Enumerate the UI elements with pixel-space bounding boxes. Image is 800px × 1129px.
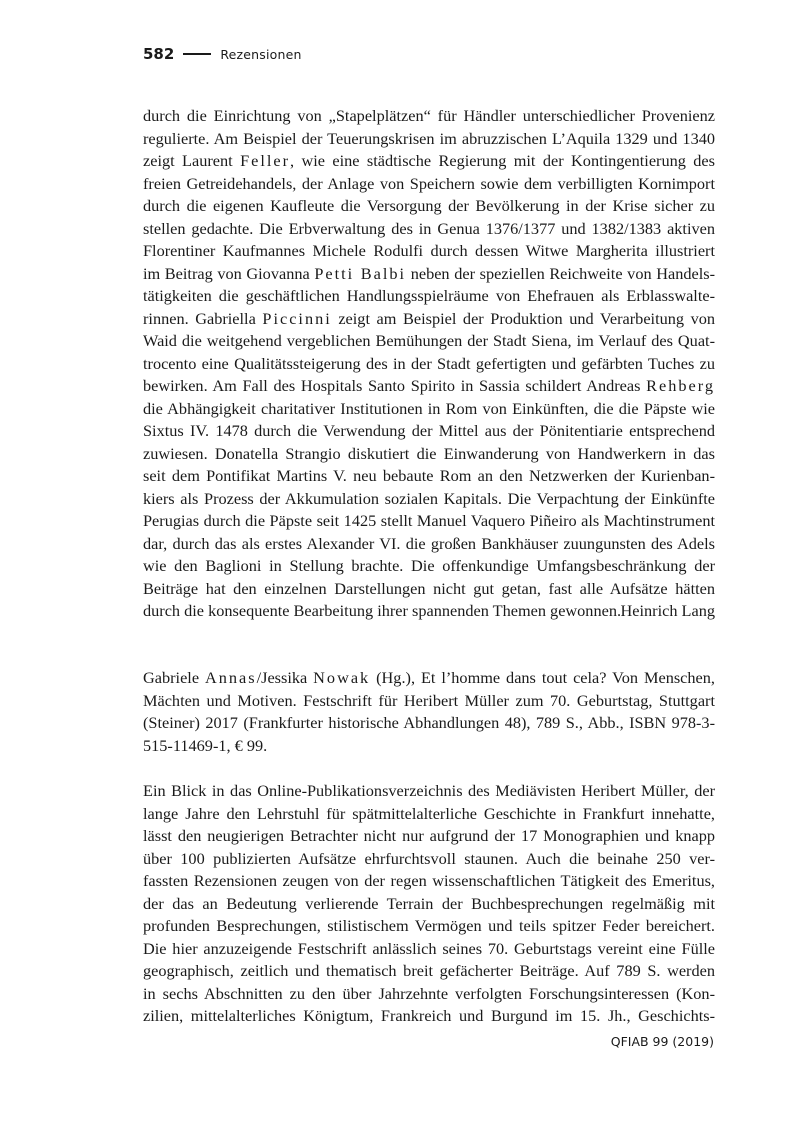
text-segment: neben der speziellen Reichweite von Handels-: [406, 263, 716, 283]
text-segment: lange Jahre den Lehrstuhl für spätmittelalterliche Geschichte in Frankfurt innehatte,: [143, 803, 715, 823]
text-segment: Mächten und Motiven. Festschrift für Heribert Müller zum 70. Geburtstag, Stuttgart: [143, 690, 715, 710]
text-line: [143, 353, 715, 376]
text-segment: Florentiner Kaufmannes Michele Rodulfi durch dessen Witwe Margherita illustriert: [143, 241, 715, 260]
text-segment: fassten Rezensionen zeugen von der regen wissenschaftlichen Tätigkeit des Emeritus,: [143, 871, 715, 890]
text-segment: Perugias durch die Päpste seit 1425 stellt Manuel Vaquero Piñeiro als Machtinstrument: [143, 511, 715, 530]
text-segment: die Abhängigkeit charitativer Institutionen in Rom von Einkünften, die die Päpste wie: [143, 398, 715, 418]
text-line: [143, 420, 715, 443]
text-segment: profunden Besprechungen, stilistischem Vermögen und teils spitzer Feder bereichert.: [143, 916, 715, 935]
text-segment: bewirken. Am Fall des Hospitals Santo Spirito in Sassia schildert Andreas: [143, 376, 647, 395]
text-line: [143, 533, 715, 556]
journal-footer: QFIAB 99 (2019): [610, 1034, 714, 1049]
text-line: [143, 578, 715, 601]
text-segment: zeigt Laurent: [143, 151, 241, 170]
text-line: [143, 443, 715, 466]
text-segment: , wie eine städtische Regierung mit der Kontingentierung des: [290, 151, 715, 170]
text-segment: zuwiesen. Donatella Strangio diskutiert die Einwanderung von Handwerkern in das: [143, 443, 715, 463]
text-line: [143, 465, 715, 488]
text-segment: durch die eigenen Kaufleute die Versorgung der Bevölkerung in der Krise sicher zu: [143, 196, 715, 215]
running-header: [143, 43, 302, 65]
text-segment: geographisch, zeitlich und thematisch breit gefächerter Beiträge. Auf 789 S. werden: [143, 961, 715, 980]
section-title: Rezensionen: [220, 46, 302, 62]
author-name: Rehberg: [646, 376, 715, 395]
text-line: [143, 195, 715, 218]
text-segment: /Jessika: [256, 668, 314, 687]
text-line: [143, 150, 715, 173]
text-segment: Gabriele: [143, 668, 205, 687]
text-segment: dar, durch das als erstes Alexander VI. die großen Bankhäuser zuungunsten des Adels: [143, 533, 715, 553]
text-line: [143, 893, 715, 916]
text-segment: durch die konsequente Bearbeitung ihrer spannenden Themen gewonnen.: [143, 601, 622, 620]
text-line: [143, 825, 715, 848]
text-segment: Ein Blick in das Online-Publikationsverzeichnis des Mediävisten Heribert Müller, der: [143, 781, 715, 800]
text-segment: Waid die weitgehend vergeblichen Bemühungen der Stadt Siena, im Verlauf des Quat-: [143, 331, 715, 350]
text-segment: (Hg.), Et l’homme dans tout cela? Von Menschen,: [370, 668, 715, 687]
text-line: [143, 105, 715, 128]
text-segment: zeigt am Beispiel der Produktion und Verarbeitung von: [331, 308, 716, 328]
text-line: [143, 667, 715, 690]
text-segment: durch die Einrichtung von „Stapelplätzen“ für Händler unterschiedlicher Provenienz: [143, 106, 715, 125]
text-segment: Die hier anzuzeigende Festschrift anlässlich seines 70. Geburtstags vereint eine Fülle: [143, 938, 715, 958]
text-line: [143, 263, 715, 286]
text-line: [143, 330, 715, 353]
text-line: [143, 960, 715, 983]
author-name: Feller: [240, 151, 291, 170]
text-line: [143, 510, 715, 533]
text-segment: rinnen. Gabriella: [143, 308, 263, 328]
text-line: [143, 735, 715, 758]
text-line: [143, 983, 715, 1006]
page-number: 582: [143, 45, 175, 63]
text-segment: tätigkeiten die geschäftlichen Handlungsspielräume von Ehefrauen als Erblasswalte-: [143, 286, 715, 305]
text-segment: regulierte. Am Beispiel der Teuerungskrisen im abruzzischen L’Aquila 1329 und 1340: [143, 128, 715, 148]
text-segment: in sechs Abschnitten zu den über Jahrzehnte verfolgten Forschungsinteressen (Kon-: [143, 983, 715, 1003]
text-segment: lässt den neugierigen Betrachter nicht nur aufgrund der 17 Monographien und knapp: [143, 826, 715, 845]
text-line: [143, 173, 715, 196]
text-line: [143, 870, 715, 893]
header-rule: [183, 53, 211, 56]
text-line: [143, 848, 715, 871]
text-line: [143, 803, 715, 826]
text-segment: freien Getreidehandels, der Anlage von Speichern sowie dem verbilligten Kornimport: [143, 173, 715, 193]
text-segment: zilien, mittelalterliches Königtum, Frankreich und Burgund im 15. Jh., Geschichts-: [143, 1006, 715, 1025]
text-line: [143, 690, 715, 713]
text-line: [143, 308, 715, 331]
text-segment: seit dem Pontifikat Martins V. neu bebaute Rom an den Netzwerken der Kurienban-: [143, 466, 715, 485]
reviewer-signature: Heinrich Lang: [620, 601, 715, 620]
text-segment: stellen gedachte. Die Erbverwaltung des in Genua 1376/1377 und 1382/1383 aktiven: [143, 218, 715, 238]
text-segment: Sixtus IV. 1478 durch die Verwendung der Mittel aus der Pönitentiarie entsprechend: [143, 421, 715, 440]
text-line: [143, 555, 715, 578]
text-line: [143, 285, 715, 308]
author-name: Nowak: [313, 668, 371, 687]
text-line: [143, 375, 715, 398]
author-name: Annas: [204, 668, 257, 687]
text-segment: wie den Baglioni in Stellung brachte. Die offenkundige Umfangsbeschränkung der: [143, 556, 715, 575]
author-name: Piccinni: [262, 308, 332, 328]
text-line: [143, 712, 715, 735]
text-segment: der das an Bedeutung verlierende Terrain der Buchbesprechungen regelmäßig mit: [143, 893, 715, 913]
review-body: [143, 780, 715, 1028]
text-line: [143, 128, 715, 151]
text-line: [143, 218, 715, 241]
text-segment: kiers als Prozess der Akkumulation sozialen Kapitals. Die Verpachtung der Einkünfte: [143, 488, 715, 508]
text-line: [143, 240, 715, 263]
text-segment: über 100 publizierten Aufsätze ehrfurchtsvoll staunen. Auch die beinahe 250 ver-: [143, 848, 715, 868]
text-segment: trocento eine Qualitätssteigerung des in der Stadt gefertigten und gefärbten Tuches zu: [143, 353, 715, 373]
text-segment: im Beitrag von Giovanna: [143, 263, 315, 283]
text-segment: Beiträge hat den einzelnen Darstellungen nicht gut getan, fast alle Aufsätze hätten: [143, 578, 715, 598]
text-line: [143, 938, 715, 961]
text-line: [143, 398, 715, 421]
text-line: [143, 488, 715, 511]
text-segment: (Steiner) 2017 (Frankfurter historische Abhandlungen 48), 789 S., Abb., ISBN 978-3-: [143, 713, 715, 732]
text-line: [143, 915, 715, 938]
text-line: [143, 1005, 715, 1028]
text-line: [143, 780, 715, 803]
review-continuation: [143, 105, 715, 623]
book-citation: [143, 667, 715, 757]
text-segment: 515-11469-1, € 99.: [143, 735, 268, 755]
author-name: Petti Balbi: [314, 263, 407, 283]
